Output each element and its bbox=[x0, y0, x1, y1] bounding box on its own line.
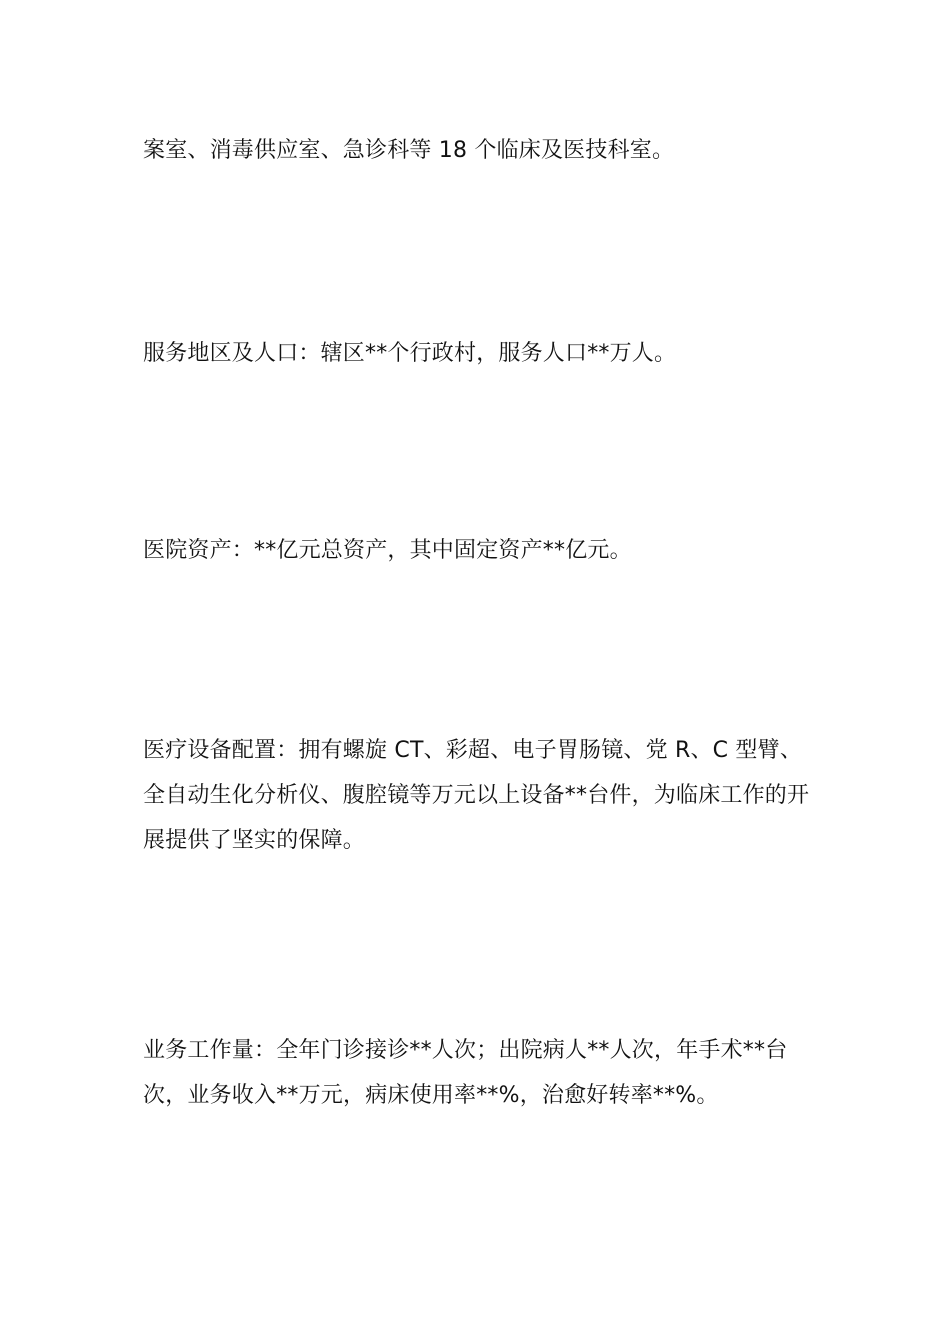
paragraph-hospital-assets: 医院资产：**亿元总资产，其中固定资产**亿元。 bbox=[143, 538, 632, 563]
paragraph-equipment: 医疗设备配置：拥有螺旋 CT、彩超、电子胃肠镜、党 R、C 型臂、全自动生化分析仪、腹腔镜等万元以上设备**台件，为临床工作的开展提供了坚实的保障。 bbox=[143, 738, 810, 853]
paragraph-departments: 案室、消毒供应室、急诊科等 18 个临床及医技科室。 bbox=[143, 138, 675, 163]
paragraph-workload: 业务工作量：全年门诊接诊**人次；出院病人**人次，年手术**台次，业务收入**万元，病床使用率**%，治愈好转率**%。 bbox=[143, 1038, 788, 1108]
paragraph-service-area: 服务地区及人口：辖区**个行政村，服务人口**万人。 bbox=[143, 341, 677, 366]
